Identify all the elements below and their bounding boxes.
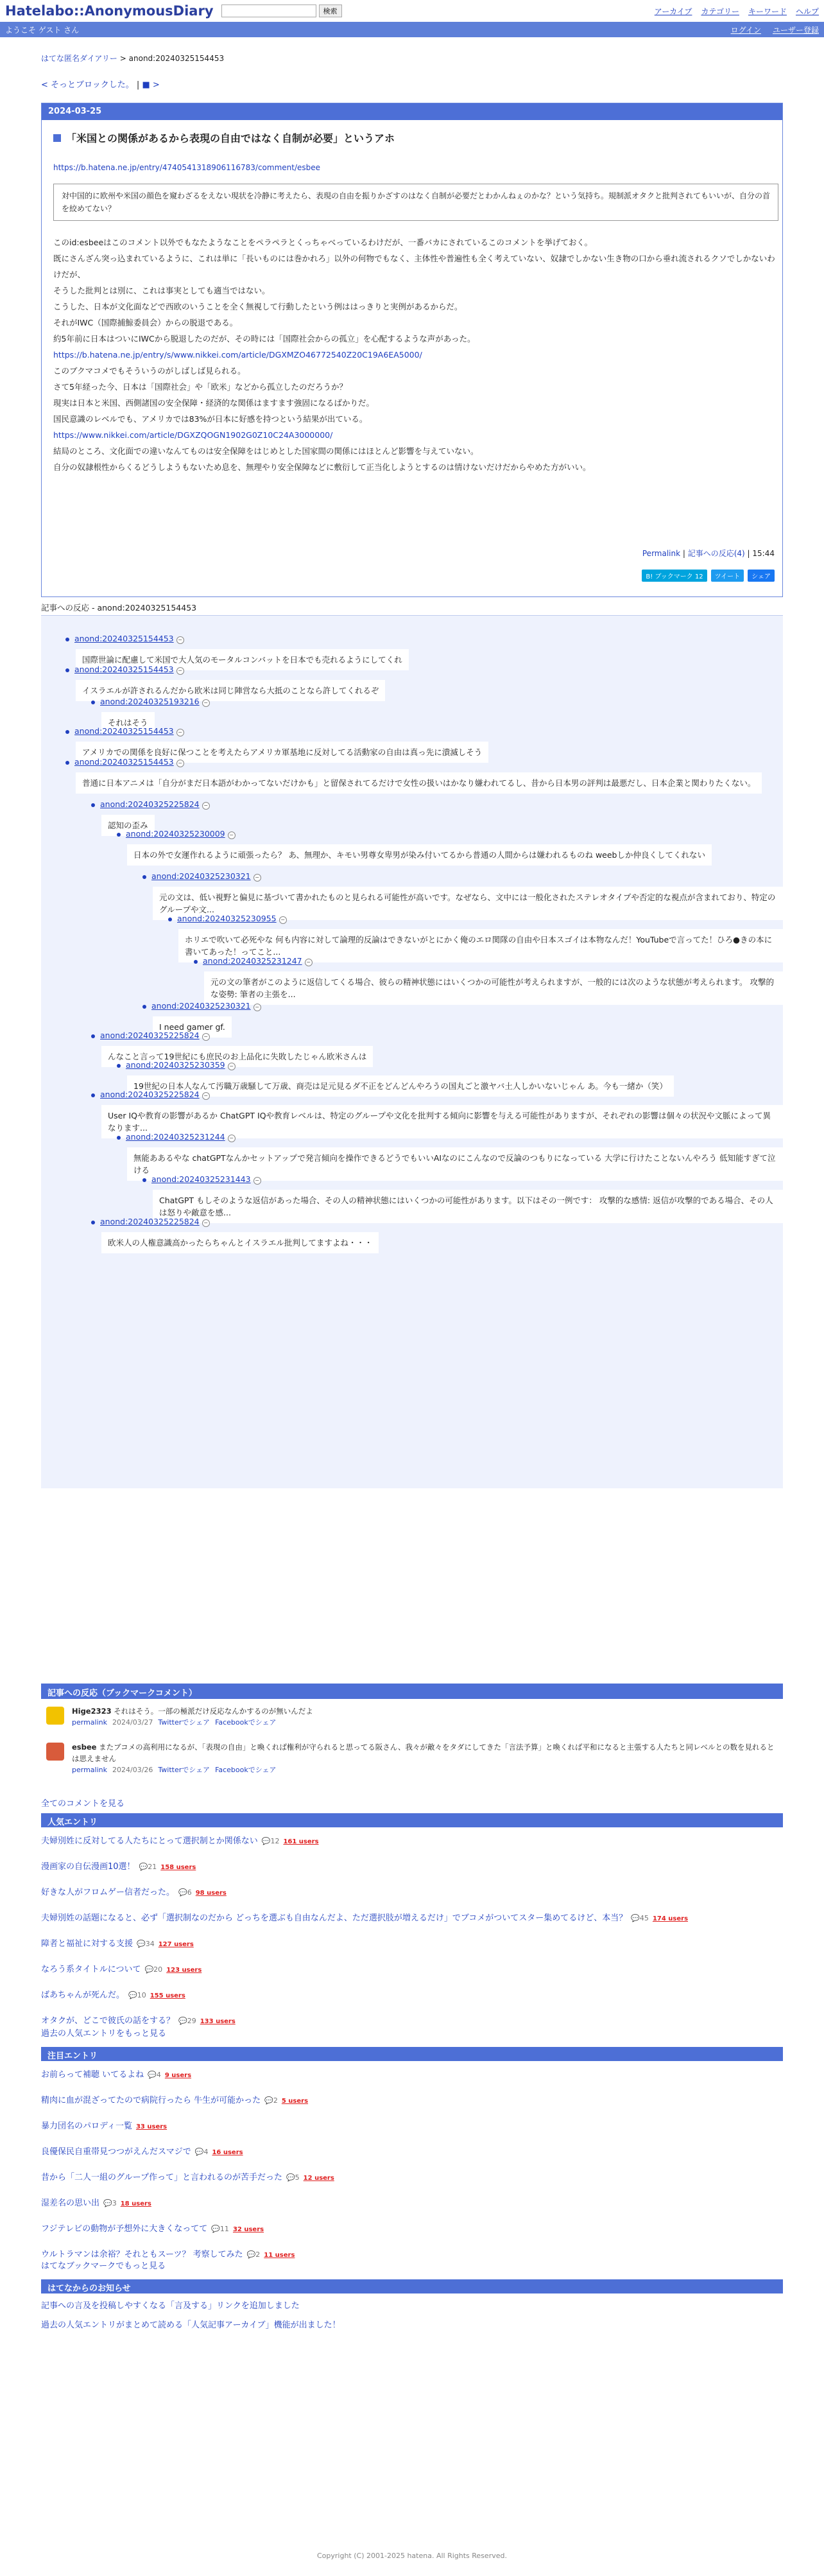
entry-item — [41, 2170, 334, 2182]
comment-count: 💬5 — [286, 2173, 300, 2182]
reaction-link[interactable]: anond:20240325231443 — [151, 1174, 251, 1184]
bookmark-date: 2024/03/26 — [112, 1766, 153, 1774]
tweet-button[interactable]: ツイート — [711, 570, 744, 582]
reaction-link[interactable]: anond:20240325154453 — [74, 634, 174, 643]
permalink[interactable]: Permalink — [642, 549, 681, 558]
bullet-icon — [142, 1178, 146, 1182]
reaction-link-row — [91, 799, 210, 810]
bookmark-comments-header: 記事への反応（ブックマークコメント） — [41, 1684, 783, 1699]
reaction-link[interactable]: anond:20240325230955 — [177, 914, 277, 923]
bookmark-text: またブコメの高利用になるが、「表現の自由」と喚くれば権利が守られると思ってる阪さん、我々が敵々をタダにしてきた「言法予算」と喚くれば平和になると主張する人たちと同レベルとの数を見れるとは思えません — [72, 1743, 775, 1763]
user-avatar[interactable] — [46, 1707, 64, 1725]
bookmark-comment — [41, 1741, 783, 1780]
bullet-icon — [142, 1005, 146, 1009]
reaction-link-row — [91, 1217, 210, 1227]
facebook-share-button[interactable]: シェア — [748, 570, 775, 582]
toggle-icon[interactable]: − — [176, 667, 184, 675]
news-header: はてなからのお知らせ — [41, 2279, 783, 2293]
users-badge[interactable]: 123 users — [166, 1967, 202, 1974]
article-footer-links: Permalink | 記事への反応(4) | 15:44 — [642, 549, 775, 558]
entry-item — [41, 1885, 227, 1897]
article-box — [41, 103, 783, 597]
toggle-icon[interactable]: − — [176, 729, 184, 736]
entry-item — [41, 2119, 167, 2131]
facebook-share-link[interactable]: Facebookでシェア — [215, 1766, 277, 1774]
article-title-text: 「米国との関係があるから表現の自由ではなく自制が必要」というアホ — [66, 132, 395, 144]
entry-link[interactable]: 好きな人がフロムゲー信者だった。 — [41, 1888, 175, 1897]
bullet-icon — [65, 668, 69, 672]
search-input[interactable] — [221, 4, 316, 17]
reaction-snippet: 国際世論に配慮して米国で大人気のモータルコンバットを日本でも売れるようにしてくれ — [76, 649, 409, 670]
reaction-link-row — [142, 1001, 261, 1011]
entry-link[interactable]: 夫婦別姓の話題になると、必ず「選択制なのだから どっちを選ぶも自由なんだよ、ただ選択肢が増えるだけ」でブコメがついてスター集めてるけど、本当？ — [41, 1913, 628, 1923]
entry-link[interactable]: 漫画家の自伝漫画10選！ — [41, 1862, 135, 1872]
reaction-snippet: 元の文は、低い視野と偏見に基づいて書かれたものと見られる可能性が高いです。なぜなら、文中には一般化されたステレオタイプや否定的な視点が含まれており、特定のグループや文... — [153, 887, 783, 920]
reaction-link[interactable]: anond:20240325154453 — [74, 757, 174, 767]
entry-link[interactable]: ウルトラマンは余裕？それともスーツ？ 考察してみた — [41, 2250, 243, 2259]
news-item[interactable]: 記事への言及を投稿しやすくなる「言及する」リンクを追加しました — [41, 2301, 300, 2311]
bookmark-date: 2024/03/27 — [112, 1718, 153, 1727]
users-badge[interactable]: 174 users — [652, 1915, 689, 1922]
article-title — [53, 130, 395, 145]
see-all-comments-link[interactable]: 全てのコメントを見る — [41, 1799, 125, 1809]
comment-count: 💬4 — [194, 2148, 209, 2156]
search-button[interactable]: 検索 — [319, 4, 342, 17]
bullet-icon — [194, 960, 198, 964]
reaction-link[interactable]: anond:20240325230359 — [126, 1060, 225, 1070]
users-badge[interactable]: 11 users — [264, 2252, 295, 2259]
users-badge[interactable]: 9 users — [164, 2072, 192, 2079]
entry-link[interactable]: 湿差名の思い出 — [41, 2198, 100, 2208]
pager — [41, 78, 160, 90]
comment-count: 💬34 — [137, 1940, 155, 1948]
reaction-snippet: アメリカでの関係を良好に保つことを考えたらアメリカ軍基地に反対してる活動家の自由は真っ先に潰滅しそう — [76, 742, 488, 763]
nav-archive[interactable]: アーカイブ — [654, 7, 692, 16]
reaction-link[interactable]: anond:20240325225824 — [100, 1217, 200, 1226]
body-link[interactable] — [53, 347, 778, 363]
reaction-link-row — [91, 697, 210, 707]
toggle-icon[interactable]: − — [305, 959, 313, 966]
reaction-snippet: ChatGPT もしそのような返信があった場合、その人の精神状態にはいくつかの可能性があります。以下はその一例です： 攻撃的な感情: 返信が攻撃的である場合、その人は怒りや敵意を感... — [153, 1190, 783, 1223]
bullet-icon — [142, 875, 146, 879]
comment-count: 💬29 — [178, 2017, 196, 2025]
hatena-bookmark-button[interactable]: B! ブックマーク 12 — [642, 570, 707, 582]
header-nav — [655, 6, 819, 17]
users-badge[interactable]: 161 users — [283, 1838, 319, 1845]
reaction-link-row — [91, 1031, 210, 1041]
entry-link[interactable]: 暴力団名のパロディ一覧 — [41, 2121, 132, 2131]
toggle-icon[interactable]: − — [228, 831, 236, 839]
subbar — [0, 22, 824, 37]
reaction-snippet: んなこと言って19世紀にも庶民のお上品化に失敗したじゃん欧米さんは — [101, 1046, 373, 1067]
reaction-link-row — [168, 914, 287, 924]
twitter-share-link[interactable]: Twitterでシェア — [158, 1766, 210, 1774]
reaction-link[interactable]: anond:20240325225824 — [100, 1090, 200, 1099]
toggle-icon[interactable]: − — [228, 1135, 236, 1142]
reaction-snippet: それはそう — [101, 712, 155, 733]
bullet-icon — [117, 1064, 121, 1068]
reaction-snippet: 普通に日本アニメは「自分がまだ日本語がわかってないだけかも」と留保されてるだけで女性の扱いはかなり嫌われてるし、昔から日本男の評判は最悪だし、日本企業と関わりたくない。 — [76, 772, 762, 794]
reaction-link[interactable]: anond:20240325225824 — [100, 1031, 200, 1040]
toggle-icon[interactable]: − — [202, 1219, 210, 1227]
reaction-link[interactable]: anond:20240325193216 — [100, 697, 200, 706]
body-line: 既にさんざん突っ込まれているように、これは単に「長いものには巻かれろ」以外の何物でもなく、主体性や普遍性も全く考えていない、奴隷でしかない生き物の口から垂れ流されるクソでしかないわけだが、 — [53, 254, 775, 279]
body-line: 約5年前に日本はついにIWCから脱退したのだが、その時には「国際社会からの孤立」を心配するような声があった。 — [53, 334, 476, 344]
entry-link[interactable]: オタクが、どこで彼氏の話をする？ — [41, 2016, 175, 2026]
bullet-icon — [91, 1221, 95, 1224]
popular-entries-header: 人気エントリ — [41, 1813, 783, 1827]
users-badge[interactable]: 133 users — [200, 2018, 236, 2025]
body-line: そうした批判とは別に、これは事実としても適当ではない。 — [53, 286, 270, 295]
comment-count: 💬12 — [261, 1837, 280, 1845]
users-badge[interactable]: 155 users — [150, 1992, 185, 1999]
entry-link[interactable]: 夫婦別姓に反対してる人たちにとって選択制とか関係ない — [41, 1836, 258, 1846]
bookmark-user[interactable]: esbee — [72, 1743, 97, 1752]
reactions-link[interactable]: 記事への反応(4) — [687, 549, 745, 558]
reaction-tree — [41, 615, 783, 1488]
reaction-link-row — [117, 1060, 236, 1070]
body-link-anchor[interactable]: https://www.nikkei.com/article/DGXZQOGN1902G0Z10C24A3000000/ — [53, 430, 333, 440]
share-buttons — [642, 570, 775, 582]
reaction-link-row — [142, 871, 261, 882]
reaction-snippet: 欧米人の人権意識高かったらちゃんとイスラエル批判してますよね・・・ — [101, 1232, 379, 1253]
reaction-link[interactable]: anond:20240325225824 — [100, 799, 200, 809]
body-link-anchor[interactable]: https://b.hatena.ne.jp/entry/s/www.nikkei.com/article/DGXMZO46772540Z20C19A6EA5000/ — [53, 350, 422, 360]
bullet-icon — [65, 730, 69, 734]
toggle-icon[interactable]: − — [253, 874, 261, 882]
bullet-icon — [65, 638, 69, 641]
article-body — [53, 234, 778, 475]
nav-keyword[interactable]: キーワード — [748, 7, 787, 16]
comment-count: 💬3 — [103, 2199, 117, 2207]
login-link[interactable]: ログイン — [730, 25, 761, 35]
toggle-icon[interactable]: − — [279, 916, 287, 924]
reaction-link-row — [65, 757, 184, 767]
entry-link[interactable]: お前らって補聴 いてるよね — [41, 2070, 144, 2080]
post-time: 15:44 — [752, 549, 775, 558]
comment-count: 💬21 — [139, 1863, 157, 1871]
toggle-icon[interactable]: − — [202, 802, 210, 810]
bullet-icon — [65, 761, 69, 765]
comment-count: 💬6 — [178, 1888, 192, 1897]
entry-item — [41, 2145, 243, 2157]
nav-category[interactable]: カテゴリー — [701, 7, 739, 16]
toggle-icon[interactable]: − — [228, 1063, 236, 1070]
bullet-icon — [117, 1136, 121, 1140]
toggle-icon[interactable]: − — [202, 1092, 210, 1100]
toggle-icon[interactable]: − — [253, 1004, 261, 1011]
users-badge[interactable]: 16 users — [212, 2149, 243, 2156]
entry-item — [41, 1911, 688, 1923]
reaction-snippet: イスラエルが許されるんだから欧米は同じ陣営なら大抵のことなら許してくれるぞ — [76, 680, 385, 701]
reaction-link[interactable]: anond:20240325230321 — [151, 871, 251, 881]
bookmark-permalink[interactable]: permalink — [72, 1718, 107, 1727]
comment-count: 💬20 — [144, 1965, 163, 1974]
title-square-icon — [53, 134, 61, 142]
pager-sep: | — [136, 80, 140, 90]
users-badge[interactable]: 98 users — [195, 1890, 227, 1897]
bookmark-user[interactable]: Hige2323 — [72, 1707, 112, 1716]
body-line: 現実は日本と米国、西側諸国の安全保障・経済的な関係はますます強固になるばかりだ。 — [53, 398, 375, 408]
entry-item — [41, 2093, 308, 2105]
copyright: Copyright (C) 2001-2025 hatena. All Rights Reserved. — [317, 2552, 507, 2560]
reaction-link-row — [65, 634, 184, 644]
nav-help[interactable]: ヘルプ — [795, 7, 819, 16]
entry-item — [41, 1988, 185, 2000]
reaction-snippet: 日本の外で女運作れるように頑張ったら？ あ、無理か、キモい男尊女卑男が染み付いてるから普通の人間からは嫌われるものね weebしか仲良くしてくれない — [127, 844, 712, 866]
entry-link[interactable]: ばあちゃんが死んだ。 — [41, 1990, 125, 2000]
users-badge[interactable]: 127 users — [158, 1941, 194, 1948]
comment-count: 💬2 — [264, 2096, 278, 2105]
reaction-link[interactable]: anond:20240325230009 — [126, 829, 225, 839]
bullet-icon — [168, 918, 172, 921]
bookmark-permalink[interactable]: permalink — [72, 1766, 107, 1774]
comment-count: 💬4 — [148, 2071, 161, 2079]
article-date: 2024-03-25 — [42, 103, 782, 120]
entry-link[interactable]: フジテレビの動物が予想外に大きくなってて — [41, 2224, 208, 2234]
bullet-icon — [91, 1034, 95, 1038]
comment-count: 💬45 — [631, 1914, 649, 1922]
entry-link[interactable]: 良優保民自重帯見つつがえんだスマジで — [41, 2147, 191, 2157]
entry-link[interactable]: 精肉に血が混ざってたので病院行ったら 牛生が可能かった — [41, 2096, 261, 2105]
reactions-header: 記事への反応 - anond:20240325154453 — [41, 603, 197, 613]
reaction-snippet: I need gamer gf. — [153, 1016, 232, 1038]
facebook-share-link[interactable]: Facebookでシェア — [215, 1718, 277, 1727]
welcome-text: ようこそ ゲスト さん — [5, 25, 80, 35]
reaction-link-row — [65, 665, 184, 675]
reaction-snippet: User IQや教育の影響があるか ChatGPT IQや教育レベルは、特定のグループや文化を批判する傾向に影響を与える可能性がありますが、それぞれの影響は個々の状況や文脈によって異なります... — [101, 1105, 783, 1138]
entry-item — [41, 2196, 151, 2208]
users-badge[interactable]: 33 users — [135, 2123, 167, 2130]
toggle-icon[interactable]: − — [253, 1177, 261, 1185]
reaction-snippet: 元の文の筆者がこのように返信してくる場合、彼らの精神状態にはいくつかの可能性が考えられますが、一般的には次のような状態が考えられます。 攻撃的な姿勢: 筆者の主張を... — [204, 971, 783, 1005]
entry-link[interactable]: 昔から「二人一組のグループ作って」と言われるのが苦手だった — [41, 2173, 282, 2182]
bullet-icon — [91, 803, 95, 807]
prev-entry-link[interactable]: < そっとブロックした。 — [41, 80, 134, 90]
toggle-icon[interactable]: − — [176, 760, 184, 767]
bullet-icon — [117, 833, 121, 837]
users-badge[interactable]: 12 users — [303, 2175, 334, 2182]
body-link[interactable] — [53, 427, 778, 443]
comment-count: 💬2 — [246, 2250, 261, 2259]
reaction-link-row — [117, 829, 236, 839]
next-entry-link[interactable]: ■ > — [142, 80, 160, 90]
users-badge[interactable]: 5 users — [281, 2098, 309, 2105]
toggle-icon[interactable]: − — [202, 1033, 210, 1041]
quote-block: 対中国的に欧州や米国の顔色を窺わざるをえない現状を冷静に考えたら、表現の自由を振りかざすのはなく自制が必要だとわかんねぇのかな？という気持ち。規制派オタクと批判されてもいいが、自分の首を絞めてない？ — [53, 184, 778, 221]
reaction-snippet: 19世紀の日本人なんて汚職万歳騒して万歳、商売は足元見るダ不正をどんどんやろうの国丸ごと激ヤバ土人しかいないじゃん あ。今も一緒か（笑） — [127, 1075, 674, 1097]
users-badge[interactable]: 18 users — [120, 2200, 151, 2207]
body-line: こうした、日本が文化面などで西欧のいうことを全く無視して行動したという例ははっきりと実例があるからだ。 — [53, 302, 463, 311]
bullet-icon — [91, 701, 95, 704]
bookmark-text: それはそう。一部の極派だけ反応なんかするのが無いんだよ — [114, 1707, 313, 1716]
twitter-share-link[interactable]: Twitterでシェア — [158, 1718, 210, 1727]
reaction-link-row — [91, 1090, 210, 1100]
entry-item — [41, 2247, 295, 2259]
source-link[interactable]: https://b.hatena.ne.jp/entry/4740541318906116783/comment/esbee — [53, 163, 321, 172]
body-line: さて5年経った今、日本は「国際社会」や「欧米」などから孤立したのだろうか？ — [53, 382, 347, 392]
breadcrumb-sep: > — [119, 54, 126, 63]
entry-link[interactable]: 障者と福祉に対する支援 — [41, 1939, 133, 1949]
user-avatar[interactable] — [46, 1743, 64, 1761]
bullet-icon — [91, 1093, 95, 1097]
more-popular-link[interactable]: 過去の人気エントリをもっと見る — [41, 2029, 167, 2039]
users-badge[interactable]: 32 users — [232, 2226, 264, 2233]
reaction-link-row — [65, 726, 184, 736]
breadcrumb-current: anond:20240325154453 — [128, 54, 225, 63]
breadcrumb — [41, 53, 224, 64]
bookmark-comment — [41, 1705, 783, 1734]
reaction-link[interactable]: anond:20240325154453 — [74, 726, 174, 736]
entry-item — [41, 1936, 194, 1949]
reaction-link[interactable]: anond:20240325231244 — [126, 1132, 225, 1142]
entry-item — [41, 2222, 264, 2234]
reaction-snippet: ホリエで吹いて必死やな 何も内容に対して論理的反論はできないがとにかく俺のエロ関隊の自由や日本スゴイは本物なんだ！YouTubeで言ってた！ひろ●きの本に書いてあった！ってこと... — [178, 929, 783, 962]
reaction-link-row — [194, 956, 313, 966]
news-item[interactable]: 過去の人気エントリがまとめて読める「人気記事アーカイブ」機能が出ました！ — [41, 2320, 341, 2330]
notable-entries-header: 注目エントリ — [41, 2047, 783, 2061]
reaction-link-row — [142, 1174, 261, 1185]
reaction-link[interactable]: anond:20240325154453 — [74, 665, 174, 674]
entry-item — [41, 1962, 202, 1974]
users-badge[interactable]: 158 users — [160, 1864, 196, 1871]
reaction-link[interactable]: anond:20240325231247 — [203, 956, 302, 966]
body-line: 結局のところ、文化面での違いなんてものは安全保障をはじめとした国家間の関係にはほとんど影響を与えていない。 — [53, 446, 479, 456]
body-line: このid:esbeeはこのコメント以外でもなたようなことをペラペラとくっちゃべっているわけだが、一番バカにされているこのコメントを挙げておく。 — [53, 238, 593, 247]
body-line: それがIWC（国際捕鯨委員会）からの脱退である。 — [53, 318, 238, 327]
reaction-snippet: 認知の歪み — [101, 815, 155, 836]
entry-item — [41, 1834, 319, 1846]
site-logo[interactable]: Hatelabo::AnonymousDiary — [5, 3, 214, 19]
entry-item — [41, 2067, 191, 2080]
toggle-icon[interactable]: − — [176, 636, 184, 644]
toggle-icon[interactable]: − — [202, 699, 210, 707]
reaction-link-row — [117, 1132, 236, 1142]
body-line: 自分の奴隷根性からくるどうしようもないため息を、無理やり安全保障などに敷衍して正当化しようとするのは情けないだけだからやめた方がいい。 — [53, 462, 591, 472]
register-link[interactable]: ユーザー登録 — [772, 25, 819, 35]
body-line: 国民意識のレベルでも、アメリカでは83%が日本に好感を持つという結果が出ている。 — [53, 414, 368, 424]
reaction-link[interactable]: anond:20240325230321 — [151, 1001, 251, 1011]
reaction-snippet: 無能ああるやな chatGPTなんかセットアップで発言傾向を操作できるどうでもいいAIなのにこんなので反論のつもりになっている 大学に行けたことないんやろう 低知能すぎて泣ける — [127, 1147, 783, 1181]
comment-count: 💬11 — [211, 2225, 229, 2233]
comment-count: 💬10 — [128, 1991, 146, 1999]
breadcrumb-root[interactable]: はてな匿名ダイアリー — [41, 54, 117, 63]
more-notable-link[interactable]: はてなブックマークでもっと見る — [41, 2261, 166, 2271]
entry-link[interactable]: なろう系タイトルについて — [41, 1965, 141, 1974]
entry-item — [41, 2014, 236, 2026]
header — [0, 0, 824, 22]
body-line: このブクマコメでもそういうのがしばしば見られる。 — [53, 366, 246, 376]
entry-item — [41, 1859, 196, 1872]
